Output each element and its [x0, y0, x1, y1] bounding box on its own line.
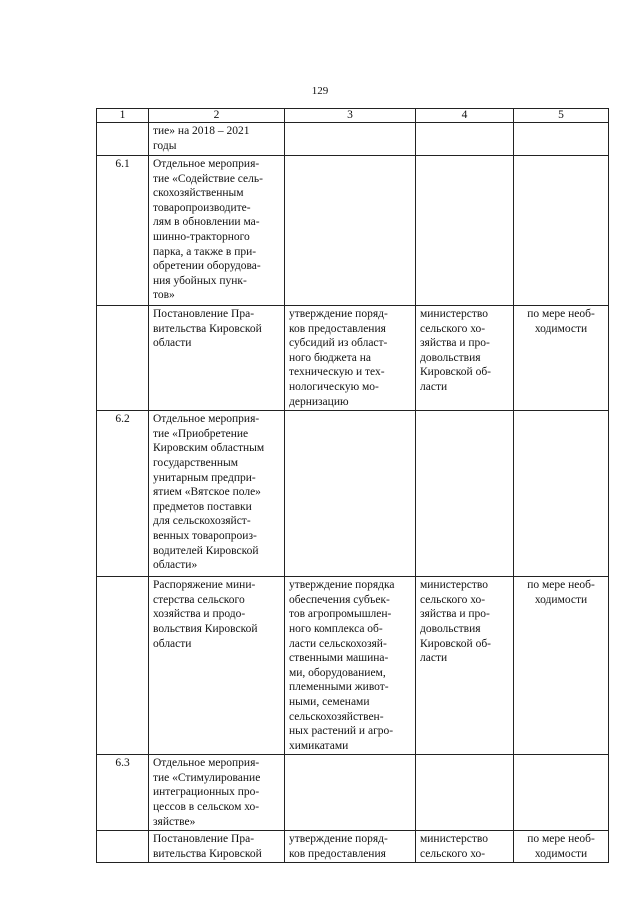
column-header: 3 — [285, 109, 416, 123]
row-number: 6.1 — [97, 156, 149, 306]
column-header: 4 — [416, 109, 514, 123]
content-cell — [285, 411, 416, 577]
document-cell: Отдельное мероприя- тие «Содействие сель- скохозяйственным товаропроизводите- лям в обновлении ма- шинно-тракторного парка, а также в при- обретении оборудова- ния убойных пунк- тов» — [149, 156, 285, 306]
responsible-cell — [416, 123, 514, 156]
document-cell: Постановление Пра- вительства Кировской области — [149, 306, 285, 411]
document-cell: Отдельное мероприя- тие «Приобретение Кировским областным государственным унитарным предпри- ятием «Вятское поле» предметов поставки для сельскохозяйст- венных товаропроиз- водителей Кировской области» — [149, 411, 285, 577]
table-row — [97, 411, 609, 577]
measures-table — [96, 108, 609, 863]
page-number: 129 — [311, 85, 329, 97]
column-header: 2 — [149, 109, 285, 123]
responsible-cell — [416, 156, 514, 306]
document-cell: тие» на 2018 – 2021 годы — [149, 123, 285, 156]
content-cell: утверждение поряд- ков предоставления субсидий из област- ного бюджета на техническую и тех- нологическую мо- дернизацию — [285, 306, 416, 411]
content-cell: утверждение порядка обеспечения субъек- тов агропромышлен- ного комплекса об- ласти сельскохозяй- ственными машина- ми, оборудованием, племенными живот- ными, семенами сельскохозяйствен- ных растений и агро- химикатами — [285, 577, 416, 755]
document-cell: Распоряжение мини- стерства сельского хозяйства и продо- вольствия Кировской области — [149, 577, 285, 755]
responsible-cell — [416, 755, 514, 831]
row-number — [97, 306, 149, 411]
responsible-cell: министерство сельского хо- зяйства и про- довольствия Кировской об- ласти — [416, 306, 514, 411]
content-cell — [285, 156, 416, 306]
row-number — [97, 831, 149, 863]
content-cell — [285, 123, 416, 156]
content-cell: утверждение поряд- ков предоставления — [285, 831, 416, 863]
content-cell — [285, 755, 416, 831]
table-row — [97, 306, 609, 411]
table-row — [97, 577, 609, 755]
deadline-cell: по мере необ- ходимости — [514, 577, 609, 755]
deadline-cell — [514, 411, 609, 577]
row-number: 6.3 — [97, 755, 149, 831]
table-row — [97, 123, 609, 156]
column-header: 5 — [514, 109, 609, 123]
responsible-cell: министерство сельского хо- зяйства и про- довольствия Кировской об- ласти — [416, 577, 514, 755]
row-number — [97, 123, 149, 156]
document-cell: Отдельное мероприя- тие «Стимулирование интеграционных про- цессов в сельском хо- зяйстве» — [149, 755, 285, 831]
deadline-cell — [514, 755, 609, 831]
document-cell: Постановление Пра- вительства Кировской — [149, 831, 285, 863]
table-row — [97, 156, 609, 306]
deadline-cell: по мере необ- ходимости — [514, 306, 609, 411]
responsible-cell: министерство сельского хо- — [416, 831, 514, 863]
table-row — [97, 831, 609, 863]
table-row — [97, 755, 609, 831]
column-header: 1 — [97, 109, 149, 123]
table-header-row — [97, 109, 609, 123]
deadline-cell — [514, 123, 609, 156]
responsible-cell — [416, 411, 514, 577]
deadline-cell — [514, 156, 609, 306]
row-number — [97, 577, 149, 755]
row-number: 6.2 — [97, 411, 149, 577]
deadline-cell: по мере необ- ходимости — [514, 831, 609, 863]
